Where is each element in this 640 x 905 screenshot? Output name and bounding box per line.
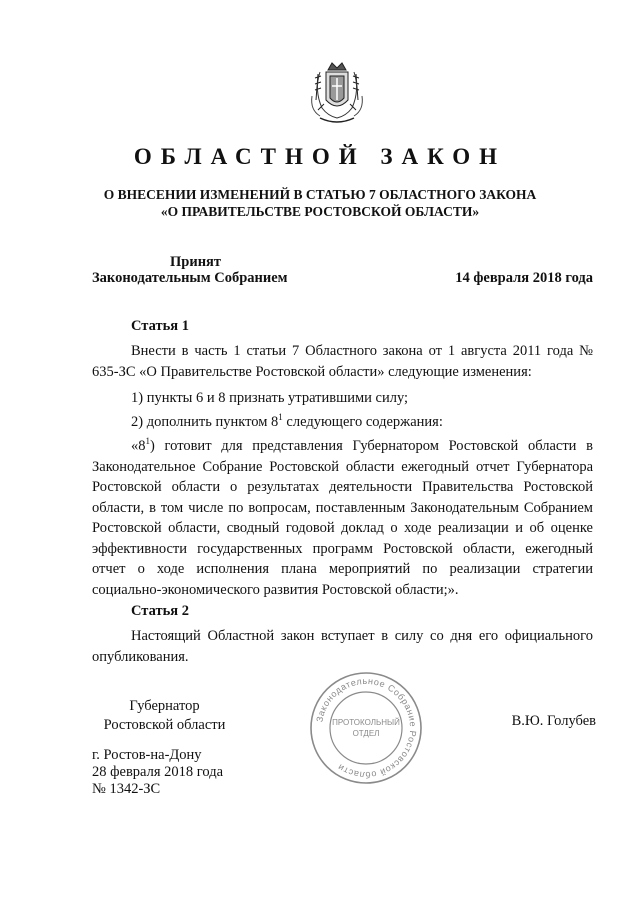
adopted-by: Законодательным Собранием	[92, 270, 288, 286]
issue-details	[92, 747, 223, 798]
issue-date: 28 февраля 2018 года	[92, 764, 224, 780]
issue-city: г. Ростов-на-Дону	[92, 747, 202, 763]
adoption-date: 14 февраля 2018 года	[455, 270, 593, 286]
signatory-name: В.Ю. Голубев	[511, 713, 596, 729]
signatory-title	[92, 697, 237, 734]
quote-superscript: 1	[145, 436, 150, 446]
article-1-quoted-item	[92, 436, 593, 600]
quote-prefix: «8	[131, 438, 146, 454]
article-2-text: Настоящий Областной закон вступает в силу со дня его официального опубликования.	[92, 628, 593, 665]
subtitle-line-1: О ВНЕСЕНИИ ИЗМЕНЕНИЙ В СТАТЬЮ 7 ОБЛАСТНОГО ЗАКОНА	[103, 187, 537, 202]
stamp-center-line-2: ОТДЕЛ	[352, 729, 380, 738]
document-subtitle	[0, 186, 640, 220]
quote-text: ) готовит для представления Губернатором Ростовской области в Законодательное Собрание Ростовской области ежегодный отчет Губернатора Ростовской области о результатах деятельности Правительства Ростовской области, в том числе по вопросам, поставленным Законодательным Собранием Ростовской области, сводный годовой доклад о ходе реализации и об оценке эффективности государственных программ Ростовской области, ежегодный отчет о ходе исполнения плана мероприятий по реализации стратегии социально-экономического развития Ростовской области;».	[92, 438, 593, 598]
article-1-item-2	[131, 412, 443, 432]
item-2-suffix: следующего содержания:	[282, 414, 443, 430]
article-1-title: Статья 1	[131, 318, 189, 334]
signatory-title-line-1: Губернатор	[129, 698, 200, 714]
subtitle-line-2: «О ПРАВИТЕЛЬСТВЕ РОСТОВСКОЙ ОБЛАСТИ»	[160, 204, 480, 219]
item-2-prefix: 2) дополнить пунктом 8	[131, 414, 279, 430]
article-2-title: Статья 2	[131, 603, 189, 619]
law-number: № 1342-ЗС	[92, 781, 161, 797]
item-2-superscript: 1	[278, 412, 283, 422]
adopted-label: Принят	[170, 254, 222, 270]
stamp-center-line-1: ПРОТОКОЛЬНЫЙ	[332, 718, 400, 727]
article-1-intro: Внести в часть 1 статьи 7 Областного закона от 1 августа 2011 года № 635-ЗС «О Правительстве Ростовской области» следующие изменения:	[92, 343, 593, 380]
signatory-title-line-2: Ростовской области	[103, 716, 226, 733]
rostov-coat-of-arms-icon	[306, 60, 368, 126]
article-1-item-1: 1) пункты 6 и 8 признать утратившими силу;	[131, 390, 409, 406]
stamp-ring-text: Законодательное Собрание Ростовской области	[314, 675, 419, 781]
document-title: ОБЛАСТНОЙ ЗАКОН	[133, 144, 507, 169]
official-stamp	[308, 670, 424, 786]
